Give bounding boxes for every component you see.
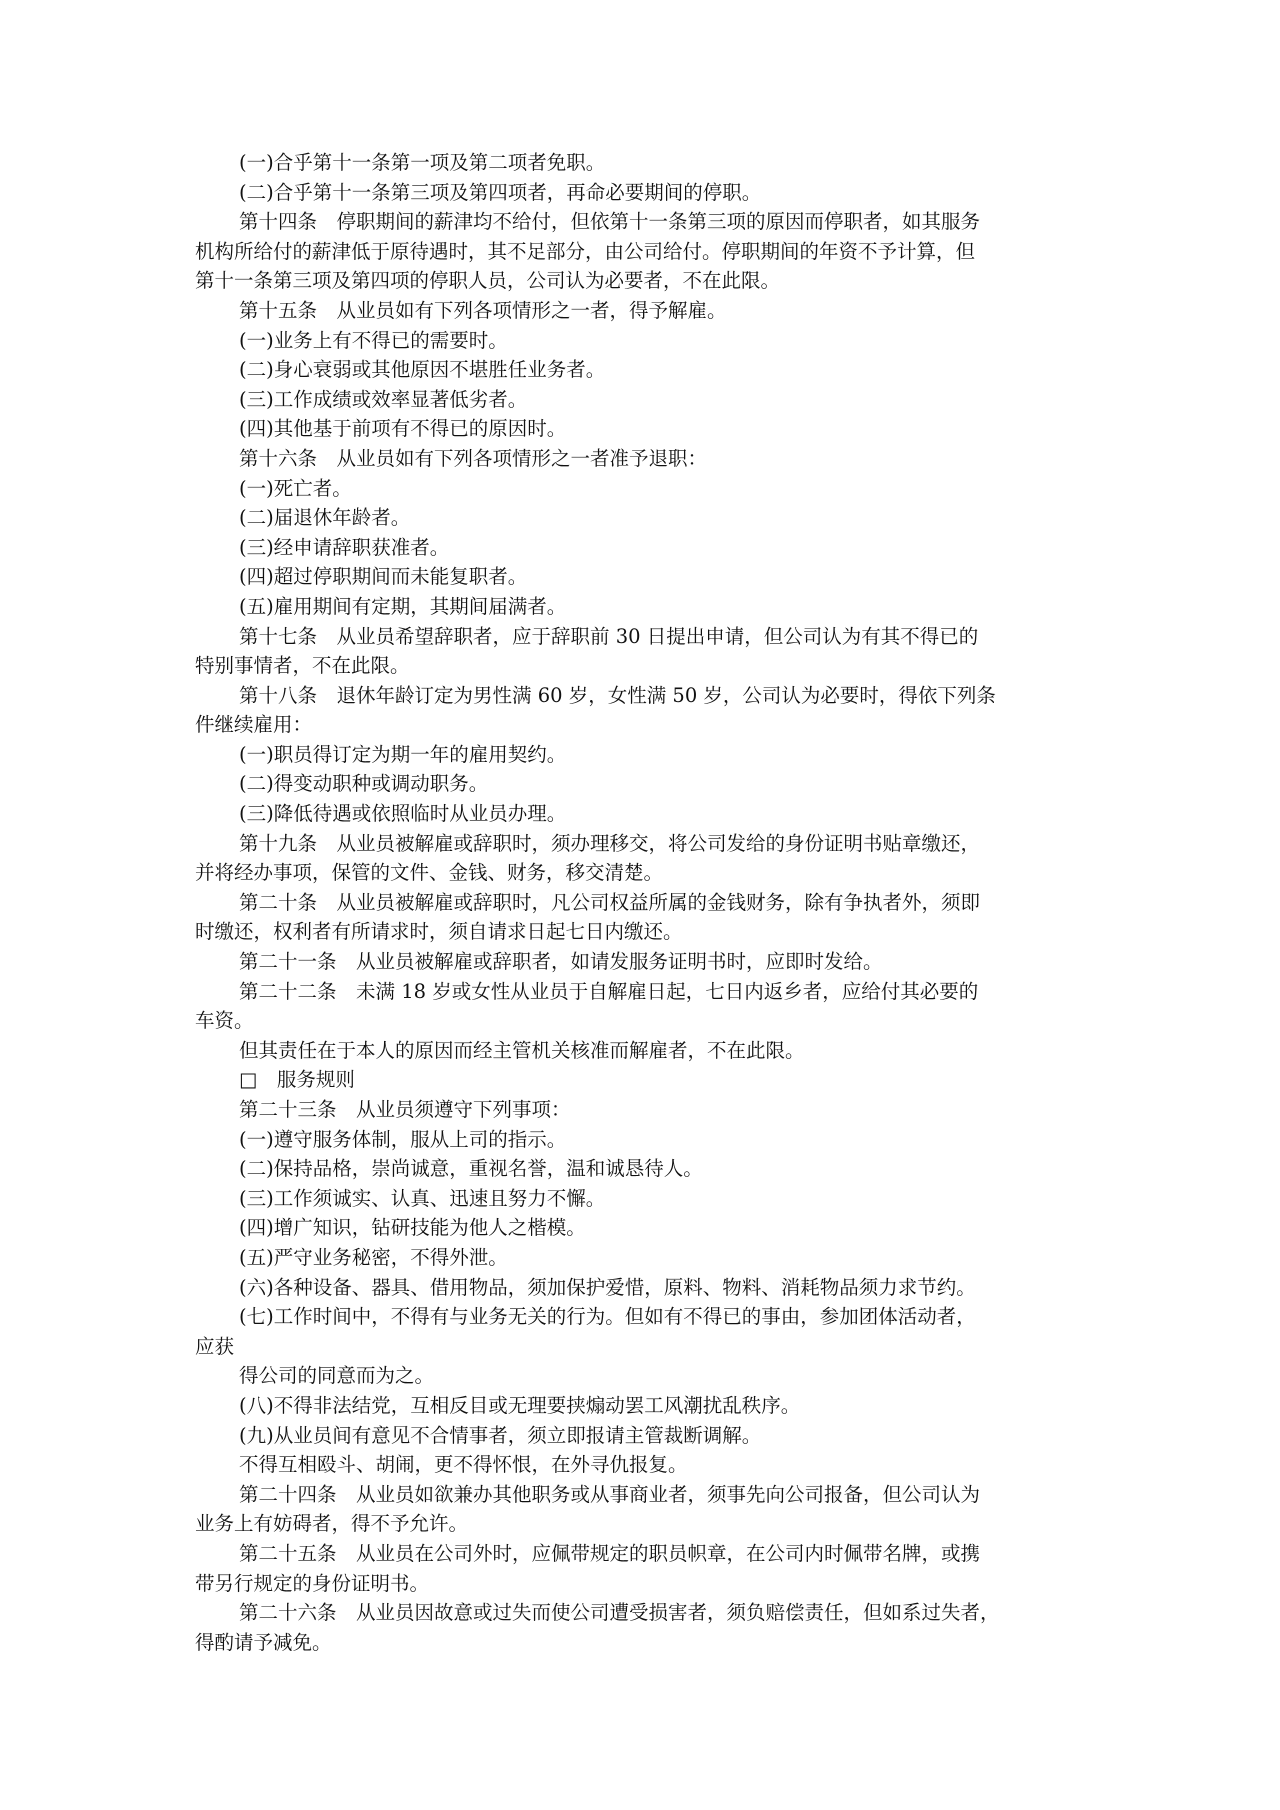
text-line: 第十八条 退休年龄订定为男性满 60 岁，女性满 50 岁，公司认为必要时，得依下列条 [239, 683, 996, 707]
text-line: (三)工作须诚实、认真、迅速且努力不懈。 [239, 1186, 606, 1210]
text-line: 第二十三条 从业员须遵守下列事项： [239, 1098, 571, 1121]
text-line: (一)合乎第十一条第一项及第二项者免职。 [239, 151, 606, 174]
text-line: (四)超过停职期间而未能复职者。 [239, 565, 528, 589]
text-line: (五)严守业务秘密，不得外泄。 [239, 1245, 508, 1269]
text-line: (一)死亡者。 [239, 476, 352, 500]
text-line: 时缴还，权利者有所请求时，须自请求日起七日内缴还。 [195, 920, 683, 944]
text-line: (一)业务上有不得已的需要时。 [239, 328, 508, 352]
text-line: 业务上有妨碍者，得不予允许。 [195, 1512, 469, 1536]
text-line: (一)职员得订定为期一年的雇用契约。 [239, 742, 567, 766]
text-line: (八)不得非法结党，互相反目或无理要挟煽动罢工风潮扰乱秩序。 [239, 1393, 801, 1417]
text-line: (二)合乎第十一条第三项及第四项者，再命必要期间的停职。 [239, 180, 762, 204]
text-line: (二)身心衰弱或其他原因不堪胜任业务者。 [239, 358, 606, 382]
document-body [195, 148, 1105, 1657]
text-line: 第十六条 从业员如有下列各项情形之一者准予退职： [239, 446, 708, 470]
text-line: 带另行规定的身份证明书。 [195, 1571, 430, 1595]
text-line: 不得互相殴斗、胡闹，更不得怀恨，在外寻仇报复。 [239, 1453, 688, 1477]
text-line: 第二十条 从业员被解雇或辞职时，凡公司权益所属的金钱财务，除有争执者外，须即 [239, 890, 981, 914]
text-line: 机构所给付的薪津低于原待遇时，其不足部分，由公司给付。停职期间的年资不予计算，但 [195, 239, 976, 263]
text-line: 得公司的同意而为之。 [239, 1364, 435, 1388]
text-line: 第十九条 从业员被解雇或辞职时，须办理移交，将公司发给的身份证明书贴章缴还， [239, 831, 981, 855]
text-line: 并将经办事项，保管的文件、金钱、财务，移交清楚。 [195, 861, 664, 885]
text-line: (二)届退休年龄者。 [239, 506, 411, 530]
text-line: (三)经申请辞职获准者。 [239, 535, 450, 559]
text-line: 得酌请予减免。 [195, 1630, 332, 1654]
text-line: 件继续雇用： [195, 713, 313, 737]
text-line: 第十五条 从业员如有下列各项情形之一者，得予解雇。 [239, 298, 727, 322]
text-line: (七)工作时间中，不得有与业务无关的行为。但如有不得已的事由，参加团体活动者， [239, 1305, 976, 1329]
text-line: (四)增广知识，钻研技能为他人之楷模。 [239, 1216, 586, 1240]
text-line: 特别事情者，不在此限。 [195, 654, 410, 678]
text-line: (一)遵守服务体制，服从上司的指示。 [239, 1127, 567, 1151]
text-line: 应获 [195, 1334, 235, 1358]
text-line: 第十四条 停职期间的薪津均不给付，但依第十一条第三项的原因而停职者，如其服务 [239, 210, 981, 234]
text-line: (三)工作成绩或效率显著低劣者。 [239, 387, 528, 411]
text-line: 第十一条第三项及第四项的停职人员，公司认为必要者，不在此限。 [195, 269, 781, 293]
text-line: 第十七条 从业员希望辞职者，应于辞职前 30 日提出申请，但公司认为有其不得已的 [239, 624, 979, 648]
text-line: 第二十四条 从业员如欲兼办其他职务或从事商业者，须事先向公司报备，但公司认为 [239, 1482, 981, 1506]
text-line: (二)保持品格，崇尚诚意，重视名誉，温和诚恳待人。 [239, 1157, 703, 1181]
text-line: (二)得变动职种或调动职务。 [239, 772, 489, 796]
text-line: 第二十二条 未满 18 岁或女性从业员于自解雇日起，七日内返乡者，应给付其必要的 [239, 979, 979, 1003]
text-line: 车资。 [195, 1009, 254, 1033]
text-line: 第二十六条 从业员因故意或过失而使公司遭受损害者，须负赔偿责任，但如系过失者， [239, 1601, 1000, 1625]
text-line: (六)各种设备、器具、借用物品，须加保护爱惜，原料、物料、消耗物品须力求节约。 [239, 1275, 976, 1299]
text-line: (五)雇用期间有定期，其期间届满者。 [239, 594, 567, 618]
text-line: □ 服务规则 [239, 1068, 355, 1092]
text-line: (四)其他基于前项有不得已的原因时。 [239, 417, 567, 441]
text-line: 第二十一条 从业员被解雇或辞职者，如请发服务证明书时，应即时发给。 [239, 950, 883, 974]
text-line: (九)从业员间有意见不合情事者，须立即报请主管裁断调解。 [239, 1423, 762, 1447]
text-line: (三)降低待遇或依照临时从业员办理。 [239, 802, 567, 826]
text-line: 第二十五条 从业员在公司外时，应佩带规定的职员帜章，在公司内时佩带名牌，或携 [239, 1541, 981, 1565]
text-line: 但其责任在于本人的原因而经主管机关核准而解雇者，不在此限。 [239, 1038, 805, 1062]
